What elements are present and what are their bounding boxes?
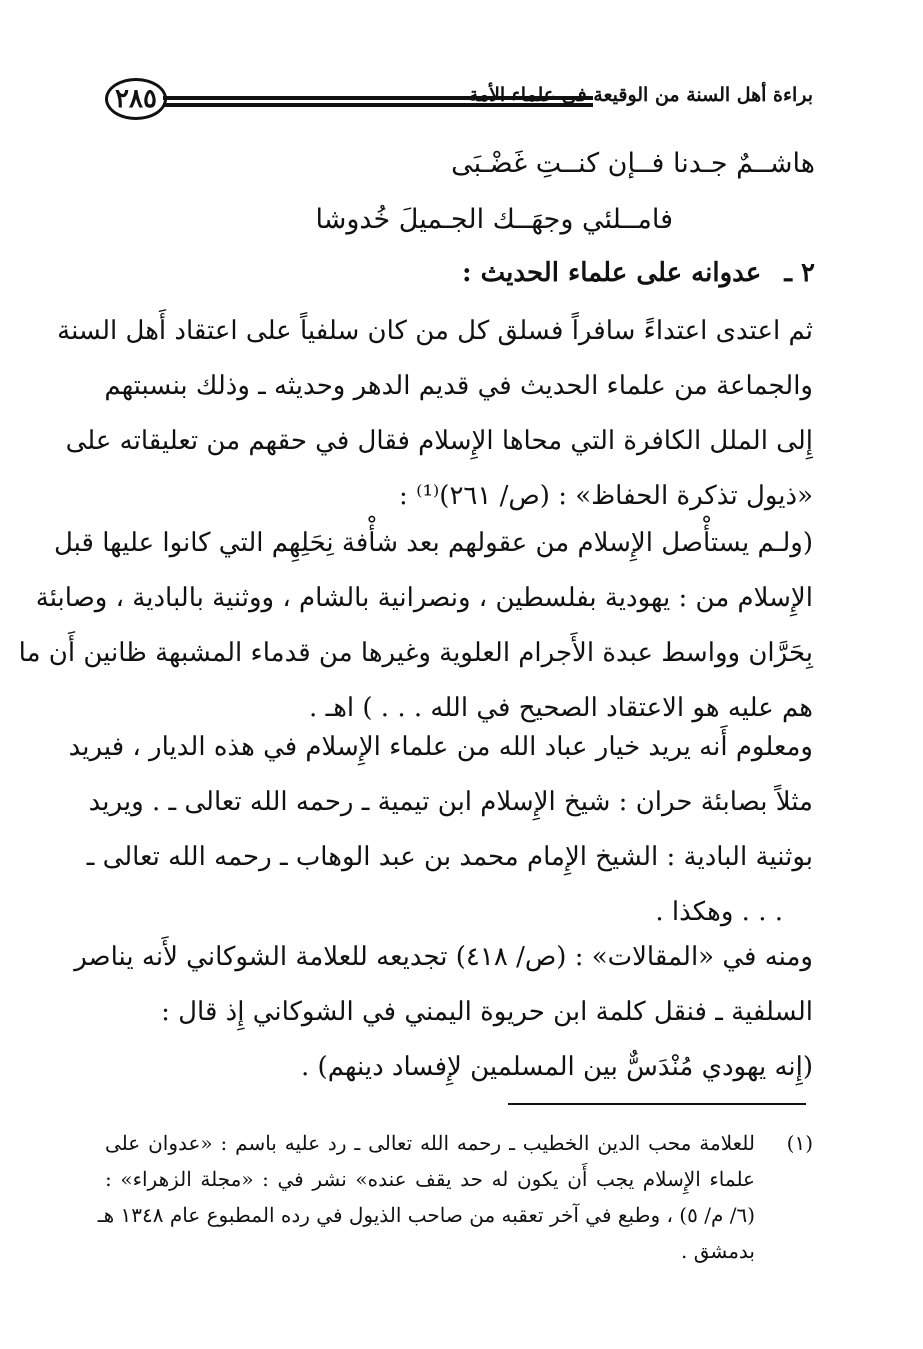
footnote [97,1125,813,1269]
text-line: ثم اعتدى اعتداءً سافراً فسلق كل من كان سلفياً على اعتقاد أَهل السنة [57,316,813,346]
footnote-line: للعلامة محب الدين الخطيب ـ رحمه الله تعالى ـ رد عليه باسم : «عدوان على [105,1131,755,1155]
text-line: «ذيول تذكرة الحفاظ» : (ص/ ٢٦١)⁽¹⁾ : [399,481,813,511]
paragraph-1 [57,304,813,524]
page-number: ٢٨٥ [105,78,167,120]
section-title: عدوانه على علماء الحديث : [461,258,762,288]
section-heading [462,258,815,288]
paragraph-2 [18,516,813,736]
text-line: إِلى الملل الكافرة التي محاها الإِسلام فقال في حقهم من تعليقاته على [65,426,813,456]
text-line: ومعلوم أَنه يريد خيار عباد الله من علماء الإِسلام في هذه الديار ، فيريد [68,732,813,762]
text-line: السلفية ـ فنقل كلمة ابن حريوة اليمني في الشوكاني إِذ قال : [161,997,813,1027]
footnote-text [97,1125,755,1269]
footnote-marker: (١) [786,1131,813,1155]
text-line: (ولـم يستأْصل الإِسلام من عقولهم بعد شأْفة نِحَلِهِم التي كانوا عليها قبل [53,528,813,558]
text-line: بوثنية البادية : الشيخ الإِمام محمد بن عبد الوهاب ـ رحمه الله تعالى ـ [86,842,813,872]
footnote-line: (٦/ م/ ٥) ، وطبع في آخر تعقبه من صاحب الذيول في رده المطبوع عام ١٣٤٨ هـ [97,1203,755,1227]
running-title: براءة أهل السنة من الوقيعة في علماء الأمة [468,84,813,106]
footnote-line: علماء الإِسلام يجب أَن يكون له حد يقف عنده» نشر في : «مجلة الزهراء» : [105,1167,755,1191]
text-line: . . . وهكذا . [655,897,783,927]
footnote-divider [508,1103,806,1105]
text-line: هم عليه هو الاعتقاد الصحيح في الله . . . ) اهـ . [309,693,813,723]
paragraph-4 [74,930,813,1095]
text-line: ومنه في «المقالات» : (ص/ ٤١٨) تجديعه للعلامة الشوكاني لأَنه يناصر [74,942,813,972]
poem-line-1: هاشــمٌ جـدنا فــإن كنــتِ غَضْـبَى [451,148,815,179]
text-line: الإِسلام من : يهودية بفلسطين ، ونصرانية بالشام ، ووثنية بالبادية ، وصابئة [35,583,813,613]
text-line: والجماعة من علماء الحديث في قديم الدهر وحديثه ـ وذلك بنسبتهم [104,371,813,401]
page-header [105,78,813,136]
section-number: ٢ ـ [784,258,815,288]
text-line: مثلاً بصابئة حران : شيخ الإِسلام ابن تيمية ـ رحمه الله تعالى ـ . ويريد [88,787,813,817]
footnote-line: بدمشق . [680,1239,755,1263]
poem-line-2: فامــلئي وجهَــك الجـميلَ خُدوشا [315,204,673,235]
text-line: (إِنه يهودي مُنْدَسٌّ بين المسلمين لإِفساد دينهم) . [301,1052,813,1082]
text-line: بِحَرَّان وواسط عبدة الأَجرام العلوية وغيرها من قدماء المشبهة ظانين أَن ما [18,638,813,668]
paragraph-3 [68,720,813,940]
